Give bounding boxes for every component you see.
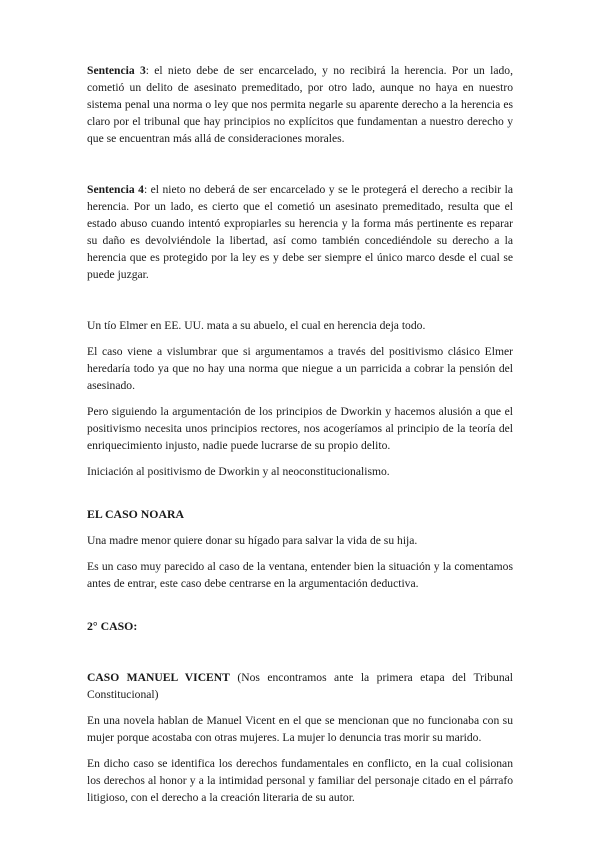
sentencia-4-text: : el nieto no deberá de ser encarcelado y se le protegerá el derecho a recibir la herencia. Por un lado, es cierto que el cometió un asesinato premeditado, resulta que el estado abuso cuando intentó expropiarles su herencia y la forma más pertinente es reparar su daño es devolviéndole la libertad, así como también concediéndole su derecho a la herencia que es protegido por la ley es y debe ser siempre el único marco desde el cual se puede juzgar. [87, 183, 513, 281]
sentencia-3-label: Sentencia 3 [87, 64, 146, 77]
sentencia-4-label: Sentencia 4 [87, 183, 144, 196]
document-page [87, 62, 513, 806]
sentencia-4-paragraph [87, 181, 513, 283]
sentencia-3-text: : el nieto debe de ser encarcelado, y no recibirá la herencia. Por un lado, cometió un delito de asesinato premeditado, por otro lado, aunque no haya en nuestro sistema penal una norma o ley que nos permita negarle su aparente derecho a la herencia es claro por el tribunal que hay principios no explícitos que fundamentan a nuestro derecho y que se encuentran más allá de consideraciones morales. [87, 64, 513, 145]
vicent-paragraph-2: En dicho caso se identifica los derechos fundamentales en conflicto, en la cual colisionan los derechos al honor y a la intimidad personal y familiar del personaje citado en el párrafo litigioso, con el derecho a la creación literaria de su autor. [87, 757, 513, 804]
noara-paragraph-2: Es un caso muy parecido al caso de la ventana, entender bien la situación y la comentamos antes de entrar, este caso debe centrarse en la argumentación deductiva. [87, 560, 513, 590]
elmer-intro-paragraph: Un tío Elmer en EE. UU. mata a su abuelo, el cual en herencia deja todo. [87, 319, 426, 332]
vicent-heading: CASO MANUEL VICENT [87, 671, 230, 684]
vicent-subheading: (Nos encontramos ante la primera etapa del Tribunal Constitucional) [87, 671, 513, 701]
noara-heading: EL CASO NOARA [87, 507, 185, 521]
sentencia-3-paragraph [87, 62, 513, 147]
vicent-heading-paragraph [87, 669, 513, 703]
noara-paragraph-1: Una madre menor quiere donar su hígado para salvar la vida de su hija. [87, 534, 418, 547]
vicent-paragraph-1: En una novela hablan de Manuel Vicent en el que se mencionan que no funcionaba con su mujer porque acostaba con otras mujeres. La mujer lo denuncia tras morir su marido. [87, 714, 513, 744]
elmer-conclusion-paragraph: Iniciación al positivismo de Dworkin y al neoconstitucionalismo. [87, 465, 390, 478]
second-case-heading: 2° CASO: [87, 619, 138, 633]
elmer-dworkin-paragraph: Pero siguiendo la argumentación de los principios de Dworkin y hacemos alusión a que el positivismo necesita unos principios rectores, nos acogeríamos al principio de la teoría del enriquecimiento injusto, nadie puede lucrarse de su propio delito. [87, 405, 513, 452]
elmer-positivism-paragraph: El caso viene a vislumbrar que si argumentamos a través del positivismo clásico Elmer heredaría todo ya que no hay una norma que niegue a un parricida a cobrar la pensión del asesinado. [87, 345, 513, 392]
